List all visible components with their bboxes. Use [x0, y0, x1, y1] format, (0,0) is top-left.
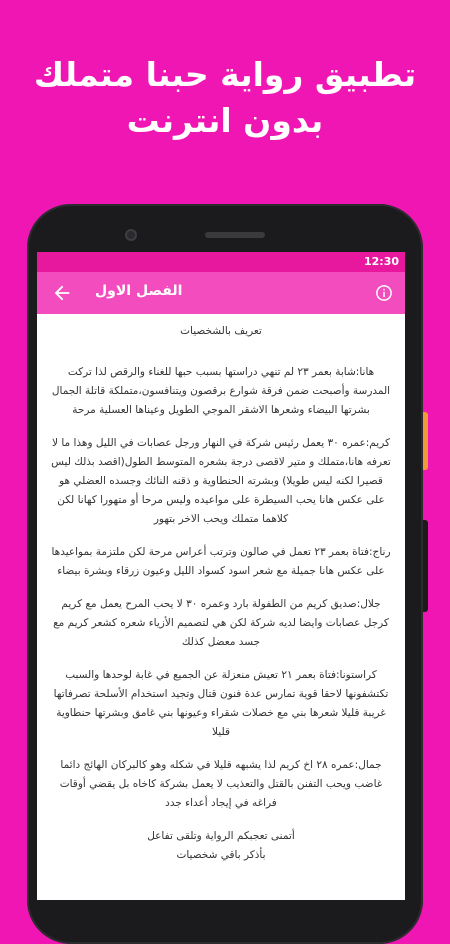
closing-note: بأذكر باقي شخصيات: [176, 849, 266, 861]
chapter-title: الفصل الاول: [95, 283, 183, 299]
app-bar: [37, 272, 405, 314]
promo-title-line-2: بدون انترنت: [126, 101, 324, 140]
phone-side-button: [423, 412, 428, 470]
info-icon[interactable]: [375, 284, 393, 302]
character-paragraph: كريم:عمره ٣٠ يعمل رئيس شركة في النهار ورجل عصابات في الليل وهذا ما لا تعرفه هانا،متملك و متير لاقصى درجة بشعره المتوسط الطول(اقصد بذلك ليس قصيرا لكنه ليس طويلا) وبشرته الحنطاوية و ذقنه النائك وجسده العضلي هو على عكس هانا يحب السيطرة على مواعيده وليس مرحا أو متهورا كهانا لكن كلاهما متملك ويحب الاخر بتهور: [51, 437, 391, 525]
app-screen: [37, 252, 405, 900]
speaker-grille: [205, 232, 265, 238]
content-heading: تعريف بالشخصيات: [180, 325, 262, 337]
character-paragraph: رناج:فتاة بعمر ٢٣ تعمل في صالون وترتب أعراس مرحة لكن ملتزمة بمواعيدها على عكس هانا جميلة مع شعر اسود كسواد الليل وعيون زرقاء وبشرة بيضاء: [51, 546, 391, 577]
character-paragraph: كراستونا:فتاة بعمر ٢١ تعيش منعزلة عن الجميع في غابة لوحدها والسبب تكتشفونها لاحقا قوية تمارس عدة فنون قتال وتجيد استخدام الأسلحة تصرفاتها غريبة قليلا شعرها بني مع خصلات شقراء وعيونها بني غامق وبشرتها حنطاوية قليلا: [53, 669, 389, 738]
status-time: 12:30: [363, 255, 399, 268]
character-paragraph: جلال:صديق كريم من الطفولة بارد وعمره ٣٠ لا يحب المرح يعمل مع كريم كرجل عصابات وايضا لديه شركة لكن هي لتصميم الأزياء شعره كشعر كريم مع جسد معضل كذلك: [53, 598, 389, 648]
character-paragraph: جمال:عمره ٢٨ اخ كريم لذا يشبهه قليلا في شكله وهو كالبركان الهائج دائما غاضب ويحب التفنن بالقتل والتعذيب لا يعمل بشركة كاخاه بل يقضي أوقات فراغه في إيجاد أعداء جدد: [59, 759, 383, 809]
closing-note: أتمنى تعجبكم الرواية وتلقى تفاعل: [147, 830, 295, 842]
arrow-left-icon[interactable]: [51, 282, 73, 304]
camera-icon: [125, 229, 137, 241]
promo-title: [0, 52, 450, 144]
phone-volume-button: [423, 520, 428, 612]
promo-title-line-1: تطبيق رواية حبنا متملك: [33, 55, 417, 94]
character-paragraph: هانا:شابة بعمر ٢٣ لم تنهي دراستها بسبب حبها للغناء والرقص لذا تركت المدرسة وأصبحت ضمن فرقة شوارع برقصون ويتنافسون،متملكة قاتلة الجمال بشرتها البيضاء وشعرها الاشقر الموجي الطويل وعيناها العسلية مرحة: [51, 366, 391, 416]
status-bar: [37, 252, 405, 272]
chapter-content: [37, 314, 405, 865]
